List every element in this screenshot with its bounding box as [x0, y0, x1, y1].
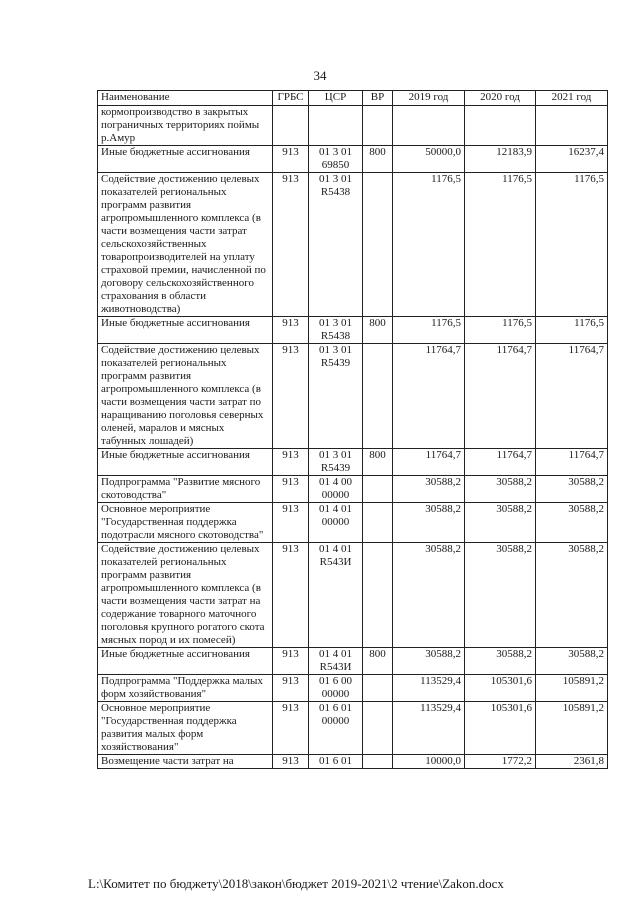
cell-grbs: 913	[273, 476, 309, 503]
cell-csr: 01 4 01 R543И	[309, 543, 363, 648]
cell-2019: 30588,2	[393, 648, 465, 675]
cell-csr: 01 4 01 00000	[309, 503, 363, 543]
cell-csr: 01 3 01 69850	[309, 146, 363, 173]
cell-2020: 12183,9	[465, 146, 536, 173]
cell-grbs: 913	[273, 702, 309, 755]
cell-2020: 1176,5	[465, 173, 536, 317]
cell-vr: 800	[363, 449, 393, 476]
cell-2020: 105301,6	[465, 702, 536, 755]
cell-2021: 16237,4	[536, 146, 608, 173]
column-header-csr: ЦСР	[309, 91, 363, 106]
cell-csr: 01 4 01 R543И	[309, 648, 363, 675]
table-row	[98, 344, 608, 449]
cell-name: Иные бюджетные ассигнования	[98, 317, 273, 344]
cell-name: Основное мероприятие "Государственная поддержка подотрасли мясного скотоводства"	[98, 503, 273, 543]
cell-2020: 1772,2	[465, 755, 536, 769]
cell-csr: 01 3 01 R5439	[309, 449, 363, 476]
cell-csr: 01 6 00 00000	[309, 675, 363, 702]
cell-2019: 30588,2	[393, 503, 465, 543]
cell-csr: 01 3 01 R5438	[309, 173, 363, 317]
cell-name: Подпрограмма "Поддержка малых форм хозяйствования"	[98, 675, 273, 702]
table-row	[98, 543, 608, 648]
cell-vr: 800	[363, 648, 393, 675]
cell-csr: 01 3 01 R5438	[309, 317, 363, 344]
cell-2019: 1176,5	[393, 317, 465, 344]
cell-name: Иные бюджетные ассигнования	[98, 449, 273, 476]
cell-2021: 11764,7	[536, 449, 608, 476]
table-row	[98, 173, 608, 317]
cell-grbs	[273, 106, 309, 146]
cell-grbs: 913	[273, 146, 309, 173]
cell-2021: 1176,5	[536, 317, 608, 344]
table-body	[98, 106, 608, 769]
cell-csr: 01 3 01 R5439	[309, 344, 363, 449]
cell-2020: 30588,2	[465, 648, 536, 675]
cell-2020: 105301,6	[465, 675, 536, 702]
cell-grbs: 913	[273, 648, 309, 675]
cell-2019: 113529,4	[393, 702, 465, 755]
page-number: 34	[313, 68, 327, 83]
cell-2020: 11764,7	[465, 344, 536, 449]
cell-2019: 30588,2	[393, 476, 465, 503]
cell-vr	[363, 476, 393, 503]
cell-vr	[363, 106, 393, 146]
cell-grbs: 913	[273, 173, 309, 317]
cell-name: Содействие достижению целевых показателей региональных программ развития агропромышленного комплекса (в части возмещения части затрат на содержание товарного маточного поголовья крупного рогатого скота мясных пород и их помесей)	[98, 543, 273, 648]
cell-csr: 01 6 01	[309, 755, 363, 769]
table-row	[98, 648, 608, 675]
cell-2020	[465, 106, 536, 146]
cell-vr	[363, 755, 393, 769]
cell-2020: 11764,7	[465, 449, 536, 476]
cell-2021: 105891,2	[536, 675, 608, 702]
table-row	[98, 106, 608, 146]
file-path-footer: L:\Комитет по бюджету\2018\закон\бюджет 2019-2021\2 чтение\Zakon.docx	[88, 876, 504, 891]
cell-2021: 1176,5	[536, 173, 608, 317]
cell-name: Возмещение части затрат на	[98, 755, 273, 769]
cell-name: Иные бюджетные ассигнования	[98, 648, 273, 675]
column-header-2019: 2019 год	[393, 91, 465, 106]
cell-grbs: 913	[273, 344, 309, 449]
column-header-2020: 2020 год	[465, 91, 536, 106]
table-row	[98, 503, 608, 543]
cell-2021: 30588,2	[536, 476, 608, 503]
table-row	[98, 476, 608, 503]
cell-2021	[536, 106, 608, 146]
cell-2019	[393, 106, 465, 146]
cell-name: Иные бюджетные ассигнования	[98, 146, 273, 173]
table-row	[98, 702, 608, 755]
cell-name: Содействие достижению целевых показателей региональных программ развития агропромышленного комплекса (в части возмещения части затрат сельскохозяйственных товаропроизводителей на уплату страховой премии, начисленной по договору сельскохозяйственного страхования в области животноводства)	[98, 173, 273, 317]
cell-vr	[363, 675, 393, 702]
cell-vr: 800	[363, 146, 393, 173]
cell-name: Основное мероприятие "Государственная поддержка развития малых форм хозяйствования"	[98, 702, 273, 755]
cell-grbs: 913	[273, 503, 309, 543]
cell-csr: 01 4 00 00000	[309, 476, 363, 503]
column-header-2021: 2021 год	[536, 91, 608, 106]
cell-2019: 10000,0	[393, 755, 465, 769]
cell-2019: 30588,2	[393, 543, 465, 648]
cell-2019: 113529,4	[393, 675, 465, 702]
cell-grbs: 913	[273, 449, 309, 476]
budget-table	[97, 90, 608, 769]
cell-2021: 30588,2	[536, 543, 608, 648]
cell-csr	[309, 106, 363, 146]
cell-2019: 1176,5	[393, 173, 465, 317]
column-header-grbs: ГРБС	[273, 91, 309, 106]
cell-vr	[363, 503, 393, 543]
cell-2021: 30588,2	[536, 648, 608, 675]
cell-csr: 01 6 01 00000	[309, 702, 363, 755]
cell-grbs: 913	[273, 317, 309, 344]
table-row	[98, 675, 608, 702]
cell-2019: 50000,0	[393, 146, 465, 173]
cell-grbs: 913	[273, 755, 309, 769]
cell-2020: 1176,5	[465, 317, 536, 344]
table-row	[98, 449, 608, 476]
cell-name: кормопроизводство в закрытых пограничных территориях поймы р.Амур	[98, 106, 273, 146]
table-header-row	[98, 91, 608, 106]
cell-name: Подпрограмма "Развитие мясного скотоводства"	[98, 476, 273, 503]
cell-vr	[363, 543, 393, 648]
column-header-name: Наименование	[98, 91, 273, 106]
cell-2021: 30588,2	[536, 503, 608, 543]
cell-2019: 11764,7	[393, 449, 465, 476]
table-row	[98, 146, 608, 173]
table-row	[98, 755, 608, 769]
cell-name: Содействие достижению целевых показателей региональных программ развития агропромышленного комплекса (в части возмещения части затрат по наращиванию поголовья северных оленей, маралов и мясных табунных лошадей)	[98, 344, 273, 449]
cell-2021: 105891,2	[536, 702, 608, 755]
cell-2020: 30588,2	[465, 476, 536, 503]
column-header-vr: ВР	[363, 91, 393, 106]
cell-2020: 30588,2	[465, 543, 536, 648]
cell-grbs: 913	[273, 675, 309, 702]
cell-2020: 30588,2	[465, 503, 536, 543]
table-row	[98, 317, 608, 344]
cell-vr	[363, 702, 393, 755]
cell-grbs: 913	[273, 543, 309, 648]
cell-2019: 11764,7	[393, 344, 465, 449]
cell-2021: 2361,8	[536, 755, 608, 769]
cell-vr	[363, 344, 393, 449]
cell-vr: 800	[363, 317, 393, 344]
cell-2021: 11764,7	[536, 344, 608, 449]
cell-vr	[363, 173, 393, 317]
